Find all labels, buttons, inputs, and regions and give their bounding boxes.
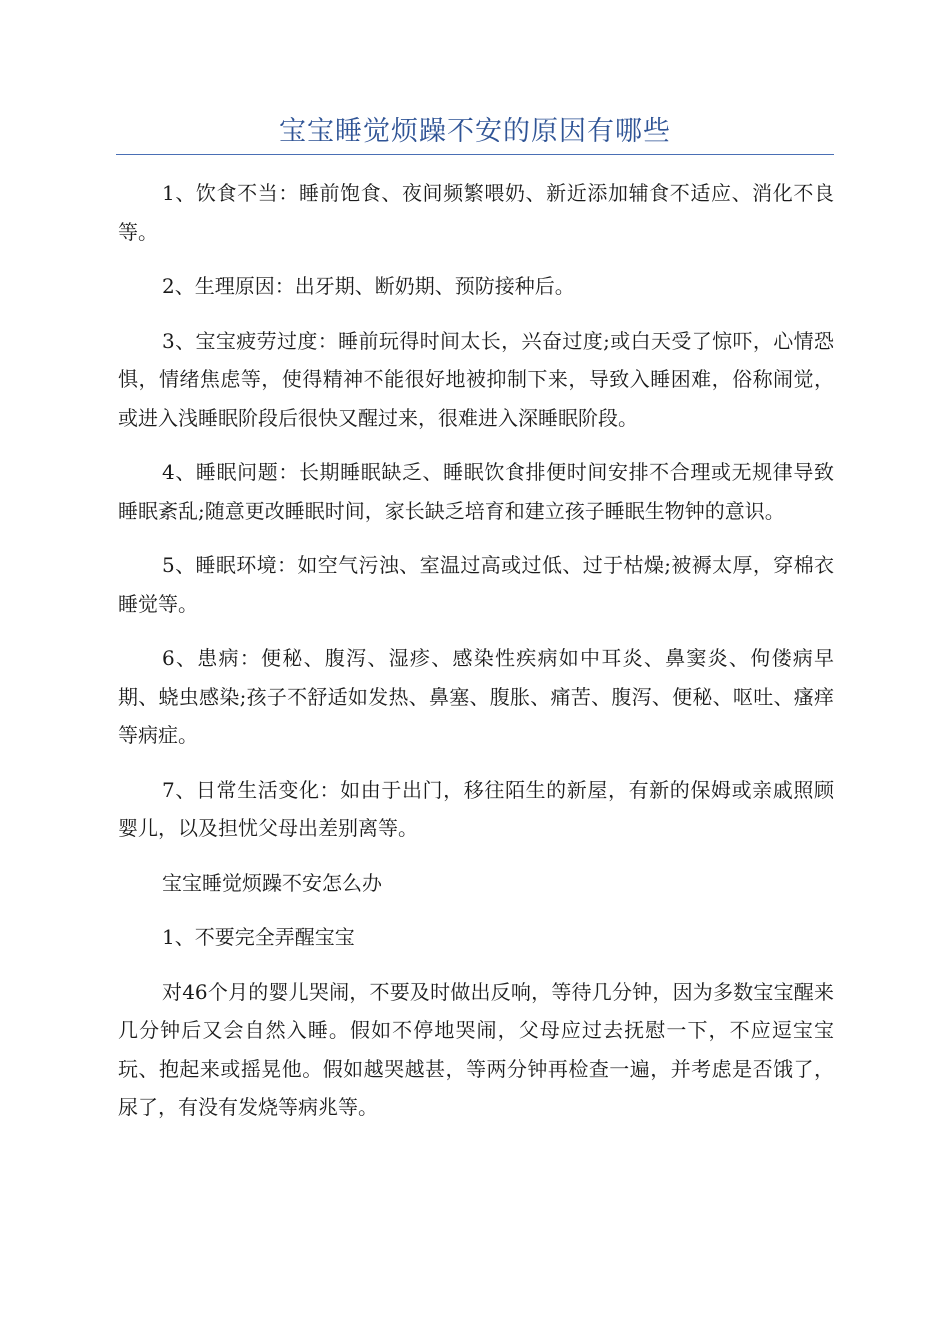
section-heading: 宝宝睡觉烦躁不安怎么办 [162,870,382,895]
title-underline [116,154,834,155]
subheading-1: 1、不要完全弄醒宝宝 [162,925,355,949]
paragraph-6: 6、患病：便秘、腹泻、湿疹、感染性疾病如中耳炎、鼻窦炎、佝偻病早期、蛲虫感染;孩子不舒适如发热、鼻塞、腹胀、痛苦、腹泻、便秘、呕吐、瘙痒等病症。 [118,646,834,747]
document-body [118,174,834,1143]
paragraph-2: 2、生理原因：出牙期、断奶期、预防接种后。 [162,274,575,298]
paragraph-1: 1、饮食不当：睡前饱食、夜间频繁喂奶、新近添加辅食不适应、消化不良等。 [118,181,834,244]
paragraph-8: 对46个月的婴儿哭闹，不要及时做出反响，等待几分钟，因为多数宝宝醒来几分钟后又会自然入睡。假如不停地哭闹，父母应过去抚慰一下，不应逗宝宝玩、抱起来或摇晃他。假如越哭越甚，等两分钟再检查一遍，并考虑是否饿了，尿了，有没有发烧等病兆等。 [118,979,834,1119]
paragraph-4: 4、睡眠问题：长期睡眠缺乏、睡眠饮食排便时间安排不合理或无规律导致睡眠紊乱;随意更改睡眠时间，家长缺乏培育和建立孩子睡眠生物钟的意识。 [118,460,834,523]
paragraph-3: 3、宝宝疲劳过度：睡前玩得时间太长，兴奋过度;或白天受了惊吓，心情恐惧，情绪焦虑等，使得精神不能很好地被抑制下来，导致入睡困难，俗称闹觉，或进入浅睡眠阶段后很快又醒过来，很难进入深睡眠阶段。 [118,328,834,430]
paragraph-5: 5、睡眠环境：如空气污浊、室温过高或过低、过于枯燥;被褥太厚，穿棉衣睡觉等。 [118,553,834,616]
document-title: 宝宝睡觉烦躁不安的原因有哪些 [279,116,671,147]
paragraph-7: 7、日常生活变化：如由于出门，移往陌生的新屋，有新的保姆或亲戚照顾婴儿，以及担忧父母出差别离等。 [118,777,834,840]
